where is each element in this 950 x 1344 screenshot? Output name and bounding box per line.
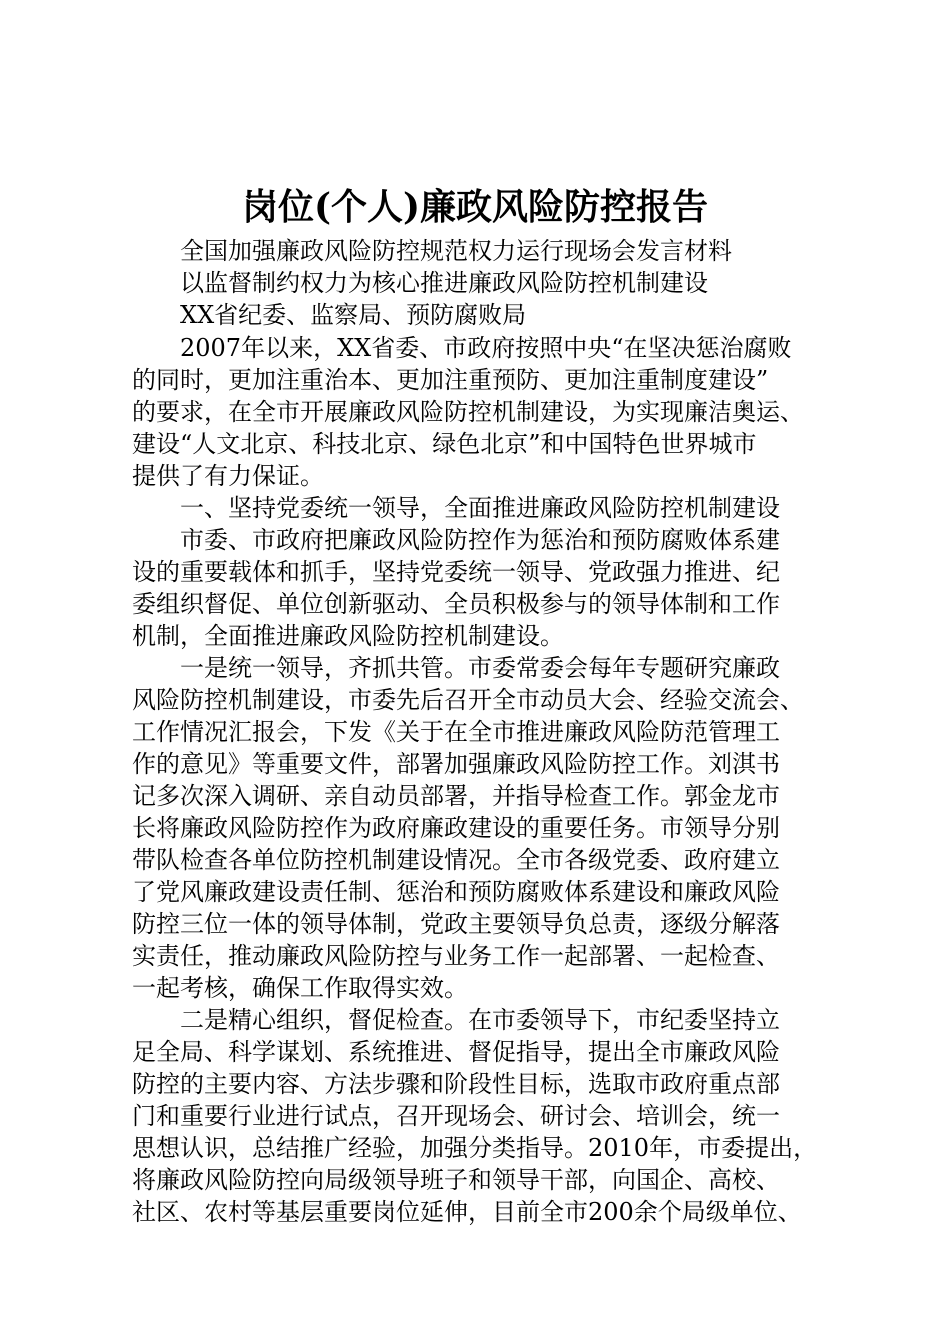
paragraph-line: 市委、市政府把廉政风险防控作为惩治和预防腐败体系建	[180, 526, 780, 554]
paragraph-line: 机制，全面推进廉政风险防控机制建设。	[132, 622, 564, 650]
paragraph-line: 一是统一领导，齐抓共管。市委常委会每年专题研究廉政	[180, 654, 780, 682]
paragraph-line: 了党风廉政建设责任制、惩治和预防腐败体系建设和廉政风险	[132, 878, 780, 906]
subtitle-line: 全国加强廉政风险防控规范权力运行现场会发言材料	[180, 237, 732, 265]
paragraph-line: 思想认识，总结推广经验，加强分类指导。2010年，市委提出，	[132, 1134, 818, 1162]
paragraph-line: 记多次深入调研、亲自动员部署，并指导检查工作。郭金龙市	[132, 782, 780, 810]
paragraph-line: 社区、农村等基层重要岗位延伸，目前全市200余个局级单位、	[132, 1198, 802, 1226]
paragraph-line: 将廉政风险防控向局级领导班子和领导干部，向国企、高校、	[132, 1166, 780, 1194]
paragraph-line: 2007年以来，XX省委、市政府按照中央“在坚决惩治腐败	[180, 334, 792, 362]
paragraph-line: 防控三位一体的领导体制，党政主要领导负总责，逐级分解落	[132, 910, 780, 938]
paragraph-line: 带队检查各单位防控机制建设情况。全市各级党委、政府建立	[132, 846, 780, 874]
paragraph-line: 二是精心组织，督促检查。在市委领导下，市纪委坚持立	[180, 1006, 780, 1034]
paragraph-line: 委组织督促、单位创新驱动、全员积极参与的领导体制和工作	[132, 590, 780, 618]
subtitle-line: 以监督制约权力为核心推进廉政风险防控机制建设	[180, 269, 708, 297]
paragraph-line: 一起考核，确保工作取得实效。	[132, 974, 468, 1002]
document-title: 岗位(个人)廉政风险防控报告	[241, 186, 709, 228]
paragraph-line: 设的重要载体和抓手，坚持党委统一领导、党政强力推进、纪	[132, 558, 780, 586]
paragraph-line: 实责任，推动廉政风险防控与业务工作一起部署、一起检查、	[132, 942, 780, 970]
paragraph-line: 的要求，在全市开展廉政风险防控机制建设，为实现廉洁奥运、	[132, 398, 804, 426]
paragraph-line: 门和重要行业进行试点，召开现场会、研讨会、培训会，统一	[132, 1102, 780, 1130]
paragraph-line: 建设“人文北京、科技北京、绿色北京”和中国特色世界城市	[132, 430, 757, 458]
paragraph-line: 足全局、科学谋划、系统推进、督促指导，提出全市廉政风险	[132, 1038, 780, 1066]
paragraph-line: 工作情况汇报会，下发《关于在全市推进廉政风险防范管理工	[132, 718, 780, 746]
paragraph-line: 提供了有力保证。	[132, 462, 324, 490]
paragraph-line: 作的意见》等重要文件，部署加强廉政风险防控工作。刘淇书	[132, 750, 780, 778]
author-line: XX省纪委、监察局、预防腐败局	[180, 301, 527, 329]
paragraph-line: 防控的主要内容、方法步骤和阶段性目标，选取市政府重点部	[132, 1070, 780, 1098]
paragraph-line: 风险防控机制建设，市委先后召开全市动员大会、经验交流会、	[132, 686, 804, 714]
section-heading: 一、坚持党委统一领导，全面推进廉政风险防控机制建设	[180, 494, 780, 522]
paragraph-line: 长将廉政风险防控作为政府廉政建设的重要任务。市领导分别	[132, 814, 780, 842]
paragraph-line: 的同时，更加注重治本、更加注重预防、更加注重制度建设”	[132, 366, 769, 394]
